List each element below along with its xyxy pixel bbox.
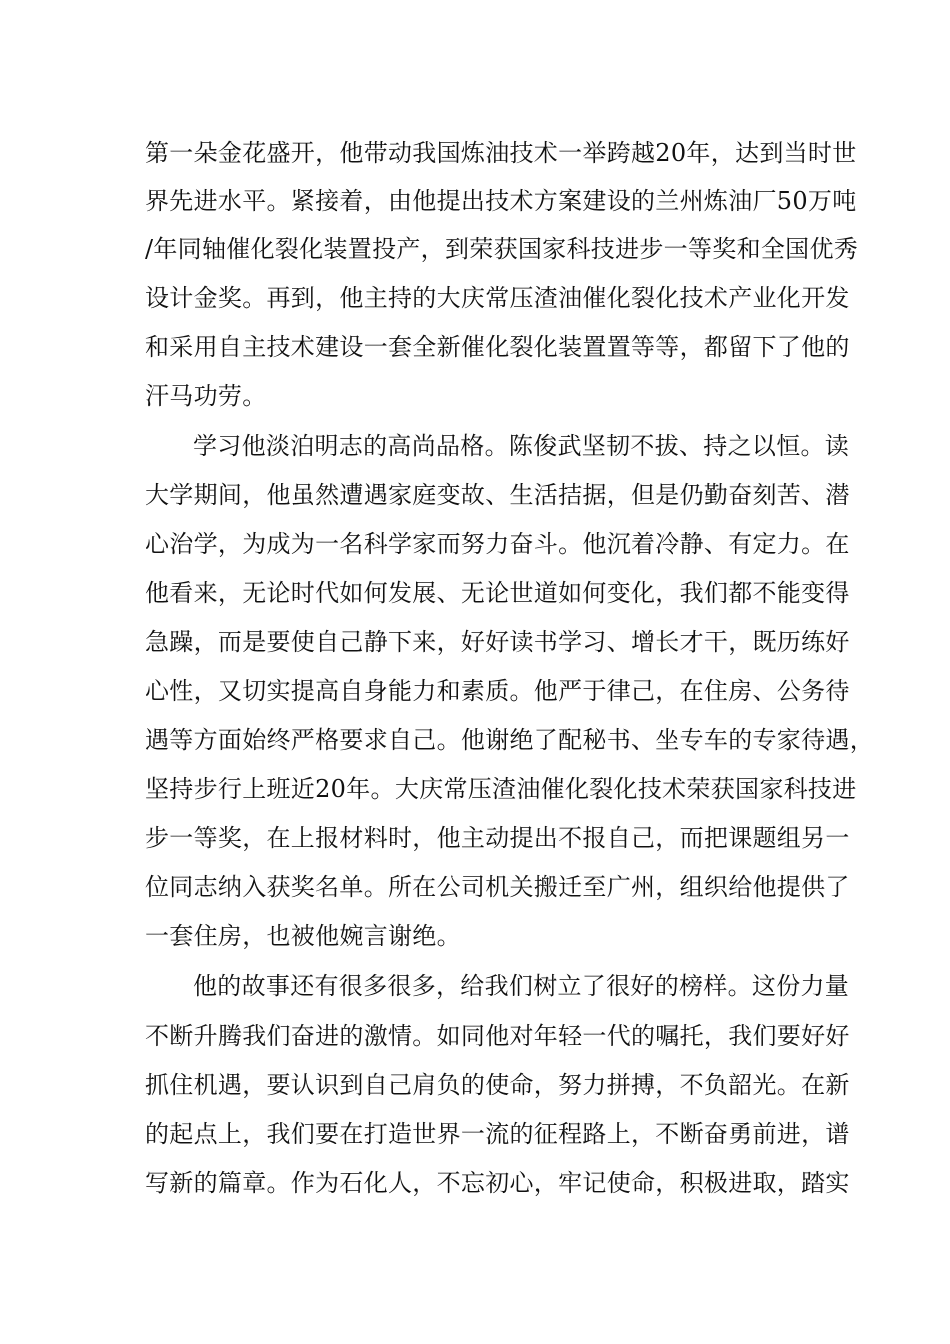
paragraph-1-line-2: 界先进水平。紧接着，由他提出技术方案建设的兰州炼油厂50万吨 [145, 187, 857, 215]
paragraph-1-line-1: 第一朵金花盛开，他带动我国炼油技术一举跨越20年，达到当时世 [145, 139, 857, 167]
paragraph-2-line-2: 大学期间，他虽然遭遇家庭变故、生活拮据，但是仍勤奋刻苦、潜 [145, 481, 850, 509]
paragraph-1-line-4: 设计金奖。再到，他主持的大庆常压渣油催化裂化技术产业化开发 [145, 284, 850, 312]
paragraph-2-line-8: 坚持步行上班近20年。大庆常压渣油催化裂化技术荣获国家科技进 [145, 775, 857, 803]
paragraph-2-line-3: 心治学，为成为一名科学家而努力奋斗。他沉着冷静、有定力。在 [145, 530, 850, 558]
paragraph-2-line-9: 步一等奖，在上报材料时，他主动提出不报自己，而把课题组另一 [145, 824, 850, 852]
paragraph-2-line-11: 一套住房，也被他婉言谢绝。 [145, 922, 461, 950]
paragraph-2-line-6: 心性，又切实提高自身能力和素质。他严于律己，在住房、公务待 [145, 677, 850, 705]
paragraph-2-line-10: 位同志纳入获奖名单。所在公司机关搬迁至广州，组织给他提供了 [145, 873, 850, 901]
paragraph-3-line-3: 抓住机遇，要认识到自己肩负的使命，努力拼搏，不负韶光。在新 [145, 1071, 850, 1099]
paragraph-2-line-7: 遇等方面始终严格要求自己。他谢绝了配秘书、坐专车的专家待遇， [145, 726, 874, 754]
paragraph-2-line-4: 他看来，无论时代如何发展、无论世道如何变化，我们都不能变得 [145, 579, 850, 607]
paragraph-1-line-5: 和采用自主技术建设一套全新催化裂化装置置等等，都留下了他的 [145, 333, 850, 361]
paragraph-3-line-4: 的起点上，我们要在打造世界一流的征程路上，不断奋勇前进，谱 [145, 1120, 850, 1148]
paragraph-3-line-2: 不断升腾我们奋进的激情。如同他对年轻一代的嘱托，我们要好好 [145, 1022, 850, 1050]
paragraph-1-line-6: 汗马功劳。 [145, 382, 267, 410]
paragraph-3-line-5: 写新的篇章。作为石化人，不忘初心，牢记使命，积极进取，踏实 [145, 1169, 850, 1197]
paragraph-2-line-1: 学习他淡泊明志的高尚品格。陈俊武坚韧不拔、持之以恒。读 [193, 432, 850, 460]
paragraph-2-line-5: 急躁，而是要使自己静下来，好好读书学习、增长才干，既历练好 [145, 628, 850, 656]
paragraph-3-line-1: 他的故事还有很多很多，给我们树立了很好的榜样。这份力量 [193, 972, 850, 1000]
paragraph-1-line-3: /年同轴催化裂化装置投产，到荣获国家科技进步一等奖和全国优秀 [145, 235, 859, 263]
